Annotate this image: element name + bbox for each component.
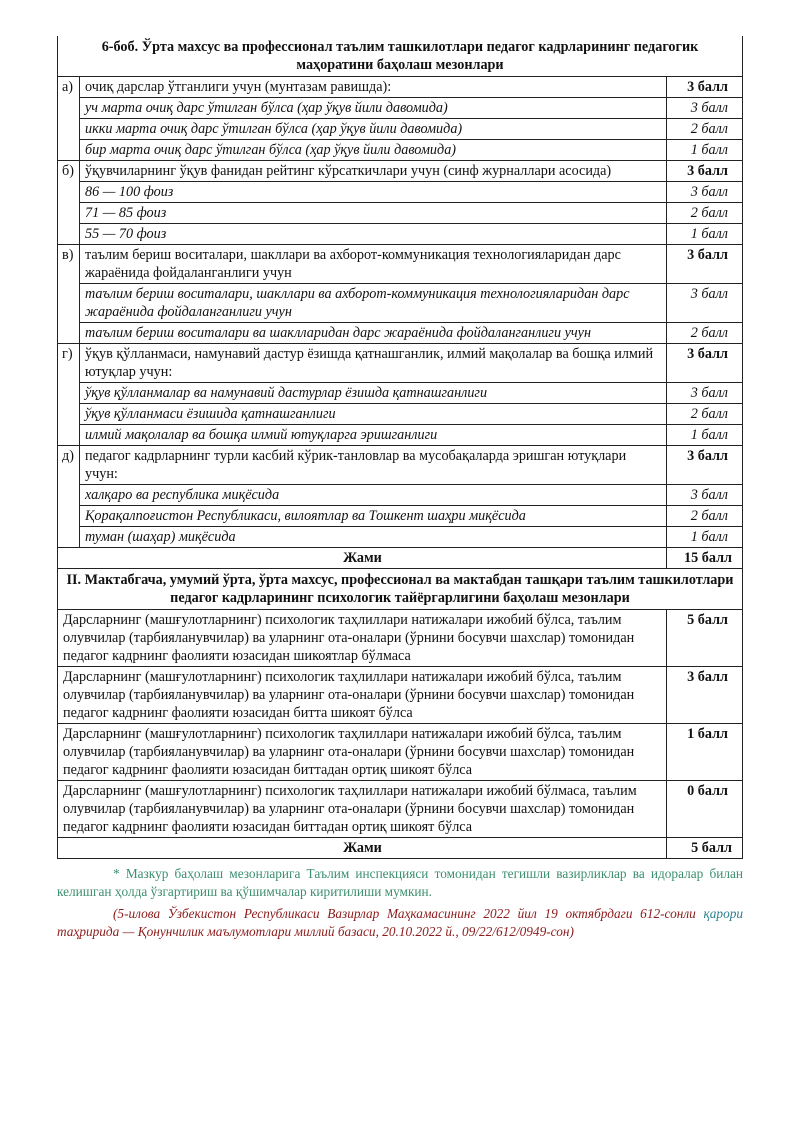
sub-criterion-text: 86 — 100 фоиз: [80, 182, 667, 203]
total-points: 5 балл: [666, 838, 742, 859]
criterion-text: ўқув қўлланмаси, намунавий дастур ёзишда қатнашганлик, илмий мақолалар ва бошқа илмий ютуқлар учун:: [80, 344, 667, 383]
criterion-text: ўқувчиларнинг ўқув фанидан рейтинг кўрсаткичлари учун (синф журналлари асосида): [80, 161, 667, 182]
sub-criterion-points: 1 балл: [666, 140, 742, 161]
criteria-table: [57, 36, 743, 859]
psych-criterion-points: 0 балл: [666, 781, 742, 838]
criterion-row: [58, 161, 743, 182]
psych-criterion-row: [58, 610, 743, 667]
psych-criterion-text: Дарсларнинг (машғулотларнинг) психологик таҳлиллари натижалари ижобий бўлса, таълим олувчилар (тарбияланувчилар) ва уларнинг ота-оналари (ўрнини босувчи шахслар) томонидан педагог кадрнинг фаолияти юзасидан шикоятлар бўлмаса: [58, 610, 667, 667]
psych-criterion-points: 5 балл: [666, 610, 742, 667]
sub-criterion-text: икки марта очиқ дарс ўтилган бўлса (ҳар ўқув йили давомида): [80, 119, 667, 140]
sub-criterion-row: [58, 506, 743, 527]
psych-criterion-text: Дарсларнинг (машғулотларнинг) психологик таҳлиллари натижалари ижобий бўлмаса, таълим олувчилар (тарбияланувчилар) ва уларнинг ота-оналари (ўрнини босувчи шахслар) томонидан педагог кадрнинг фаолияти юзасидан биттадан ортиқ шикоят бўлса: [58, 781, 667, 838]
criterion-row: [58, 446, 743, 485]
sub-criterion-text: 71 — 85 фоиз: [80, 203, 667, 224]
sub-criterion-text: таълим бериш воситалари, шакллари ва ахборот-коммуникация технологияларидан дарс жараёнида фойдаланганлиги учун: [80, 284, 667, 323]
sub-criterion-row: [58, 527, 743, 548]
sub-criterion-text: халқаро ва республика миқёсида: [80, 485, 667, 506]
sub-criterion-points: 3 балл: [666, 383, 742, 404]
criterion-row: [58, 344, 743, 383]
amendment-prefix: (5-илова Ўзбекистон Республикаси Вазирлар Маҳкамасининг 2022 йил 19 октябрдаги 612-сонли: [113, 906, 696, 921]
sub-criterion-text: 55 — 70 фоиз: [80, 224, 667, 245]
criterion-text: педагог кадрларнинг турли касбий кўрик-танловлар ва мусобақаларда эришган ютуқлари учун:: [80, 446, 667, 485]
criterion-letter: д): [58, 446, 80, 548]
criterion-letter: г): [58, 344, 80, 446]
psych-criterion-text: Дарсларнинг (машғулотларнинг) психологик таҳлиллари натижалари ижобий бўлса, таълим олувчилар (тарбияланувчилар) ва уларнинг ота-оналари (ўрнини босувчи шахслар) томонидан педагог кадрнинг фаолияти юзасидан битта шикоят бўлса: [58, 667, 667, 724]
section1-total-row: [58, 548, 743, 569]
sub-criterion-row: [58, 425, 743, 446]
resolution-link[interactable]: қарори: [703, 906, 744, 921]
amendment-suffix: таҳририда — Қонунчилик маълумотлари миллий базаси, 20.10.2022 й., 09/22/612/0949-сон): [57, 924, 574, 939]
criterion-points: 3 балл: [666, 245, 742, 284]
criterion-letter: в): [58, 245, 80, 344]
sub-criterion-text: таълим бериш воситалари ва шаклларидан дарс жараёнида фойдаланганлиги учун: [80, 323, 667, 344]
criterion-points: 3 балл: [666, 161, 742, 182]
total-label: Жами: [58, 838, 667, 859]
criterion-text: таълим бериш воситалари, шакллари ва ахборот-коммуникация технологияларидан дарс жараёнида фойдаланганлиги учун: [80, 245, 667, 284]
section2-total-row: [58, 838, 743, 859]
sub-criterion-row: [58, 119, 743, 140]
sub-criterion-points: 1 балл: [666, 425, 742, 446]
psych-criterion-row: [58, 781, 743, 838]
sub-criterion-points: 3 балл: [666, 182, 742, 203]
section2-title-row: [58, 569, 743, 610]
sub-criterion-text: ўқув қўлланмалар ва намунавий дастурлар ёзишда қатнашганлиги: [80, 383, 667, 404]
sub-criterion-text: туман (шаҳар) миқёсида: [80, 527, 667, 548]
sub-criterion-points: 3 балл: [666, 485, 742, 506]
sub-criterion-text: ўқув қўлланмаси ёзишида қатнашганлиги: [80, 404, 667, 425]
criterion-row: [58, 77, 743, 98]
sub-criterion-points: 2 балл: [666, 506, 742, 527]
criterion-letter: б): [58, 161, 80, 245]
sub-criterion-row: [58, 182, 743, 203]
document-page: [57, 36, 743, 941]
sub-criterion-points: 2 балл: [666, 404, 742, 425]
sub-criterion-row: [58, 404, 743, 425]
sub-criterion-points: 2 балл: [666, 119, 742, 140]
total-points: 15 балл: [666, 548, 742, 569]
sub-criterion-row: [58, 98, 743, 119]
sub-criterion-text: бир марта очиқ дарс ўтилган бўлса (ҳар ўқув йили давомида): [80, 140, 667, 161]
sub-criterion-text: Қорақалпоғистон Республикаси, вилоятлар ва Тошкент шаҳри миқёсида: [80, 506, 667, 527]
sub-criterion-row: [58, 203, 743, 224]
sub-criterion-row: [58, 383, 743, 404]
sub-criterion-points: 3 балл: [666, 284, 742, 323]
sub-criterion-text: илмий мақолалар ва бошқа илмий ютуқларга эришганлиги: [80, 425, 667, 446]
psych-criterion-points: 3 балл: [666, 667, 742, 724]
psych-criterion-text: Дарсларнинг (машғулотларнинг) психологик таҳлиллари натижалари ижобий бўлса, таълим олувчилар (тарбияланувчилар) ва уларнинг ота-оналари (ўрнини босувчи шахслар) томонидан педагог кадрнинг фаолияти юзасидан биттадан ортиқ шикоят бўлса: [58, 724, 667, 781]
criterion-points: 3 балл: [666, 344, 742, 383]
criterion-row: [58, 245, 743, 284]
sub-criterion-row: [58, 485, 743, 506]
psych-criterion-row: [58, 724, 743, 781]
psych-criterion-points: 1 балл: [666, 724, 742, 781]
sub-criterion-points: 3 балл: [666, 98, 742, 119]
sub-criterion-row: [58, 284, 743, 323]
criterion-text: очиқ дарслар ўтганлиги учун (мунтазам равишда):: [80, 77, 667, 98]
sub-criterion-row: [58, 224, 743, 245]
criterion-letter: а): [58, 77, 80, 161]
criterion-points: 3 балл: [666, 446, 742, 485]
section2-title: II. Мактабгача, умумий ўрта, ўрта махсус, профессионал ва мактабдан ташқари таълим ташкилотлари педагог кадрларининг психологик тайёргарлигини баҳолаш мезонлари: [58, 569, 743, 610]
footnote: * Мазкур баҳолаш мезонларига Таълим инспекцияси томонидан тегишли вазирликлар ва идоралар билан келишган ҳолда ўзгартириш ва қўшимчалар киритилиши мумкин.: [57, 866, 743, 899]
sub-criterion-text: уч марта очиқ дарс ўтилган бўлса (ҳар ўқув йили давомида): [80, 98, 667, 119]
sub-criterion-row: [58, 323, 743, 344]
section1-title: 6-боб. Ўрта махсус ва профессионал таълим ташкилотлари педагог кадрларининг педагогик маҳоратини баҳолаш мезонлари: [58, 36, 743, 77]
sub-criterion-points: 2 балл: [666, 323, 742, 344]
sub-criterion-row: [58, 140, 743, 161]
psych-criterion-row: [58, 667, 743, 724]
sub-criterion-points: 1 балл: [666, 224, 742, 245]
amendment-note: [57, 905, 743, 941]
sub-criterion-points: 2 балл: [666, 203, 742, 224]
total-label: Жами: [58, 548, 667, 569]
criterion-points: 3 балл: [666, 77, 742, 98]
section1-title-row: [58, 36, 743, 77]
sub-criterion-points: 1 балл: [666, 527, 742, 548]
